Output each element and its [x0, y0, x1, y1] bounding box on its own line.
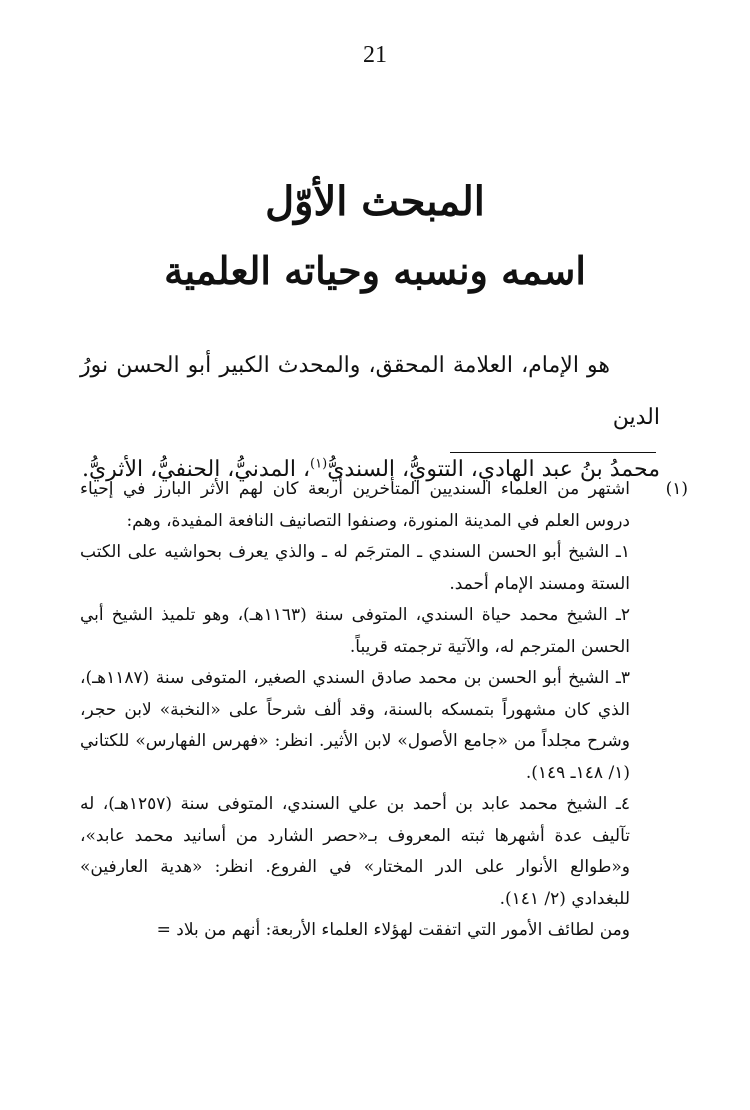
footnote-reference[interactable]: (١) [310, 456, 328, 472]
main-paragraph [80, 340, 660, 496]
footnote-paragraph-intro: اشتهر من العلماء السنديين المتأخرين أربعة كان لهم الأثر البارز في إحياء دروس العلم في المدينة المنورة، وصنفوا التصانيف النافعة المفيدة، وهم: [80, 479, 630, 531]
footnote-paragraph-closing: ومن لطائف الأمور التي اتفقت لهؤلاء العلماء الأربعة: أنهم من بلاد = [156, 920, 630, 940]
footnote [80, 474, 688, 947]
section-subheading: اسمه ونسبه وحياته العلمية [164, 248, 586, 293]
footnote-paragraph-item-3: ٣ـ الشيخ أبو الحسن بن محمد صادق السندي الصغير، المتوفى سنة (١١٨٧هـ)، الذي كان مشهوراً بتمسكه بالسنة، وقد ألف شرحاً على «النخبة» لابن حجر، وشرح مجلداً من «جامع الأصول» لابن الأثير. انظر: «فهرس الفهارس» للكتاني (١/ ١٤٨ـ ١٤٩). [80, 668, 630, 783]
footnote-body [80, 474, 630, 947]
footnote-paragraph-item-4: ٤ـ الشيخ محمد عابد بن أحمد بن علي السندي، المتوفى سنة (١٢٥٧هـ)، له تآليف عدة أشهرها ثبته المعروف بـ«حصر الشارد من أسانيد محمد عابد»، و«طوالع الأنوار على الدر المختار» في الفروع. انظر: «هدية العارفين» للبغدادي (٢/ ١٤١). [80, 794, 630, 909]
footnote-paragraph-item-1: ١ـ الشيخ أبو الحسن السندي ـ المترجَم له ـ والذي يعرف بحواشيه على الكتب الستة ومسند الإمام أحمد. [80, 542, 630, 594]
footnote-separator [450, 452, 656, 453]
page-number: 21 [363, 42, 387, 68]
main-line-2-end: ، المدنيُّ، الحنفيُّ، الأثريُّ. [81, 457, 311, 482]
main-line-2-start: محمدُ بنُ عبد الهادي، التتويُّ، السنديُّ [327, 457, 660, 482]
footnote-paragraph-item-2: ٢ـ الشيخ محمد حياة السندي، المتوفى سنة (١١٦٣هـ)، وهو تلميذ الشيخ أبي الحسن المترجم له، والآتية ترجمته قريباً. [80, 605, 630, 657]
footnote-marker: (١) [665, 479, 688, 499]
section-heading: المبحث الأوّل [265, 178, 485, 225]
main-line-1: هو الإمام، العلامة المحقق، والمحدث الكبير أبو الحسن نورُ الدين [80, 353, 660, 430]
